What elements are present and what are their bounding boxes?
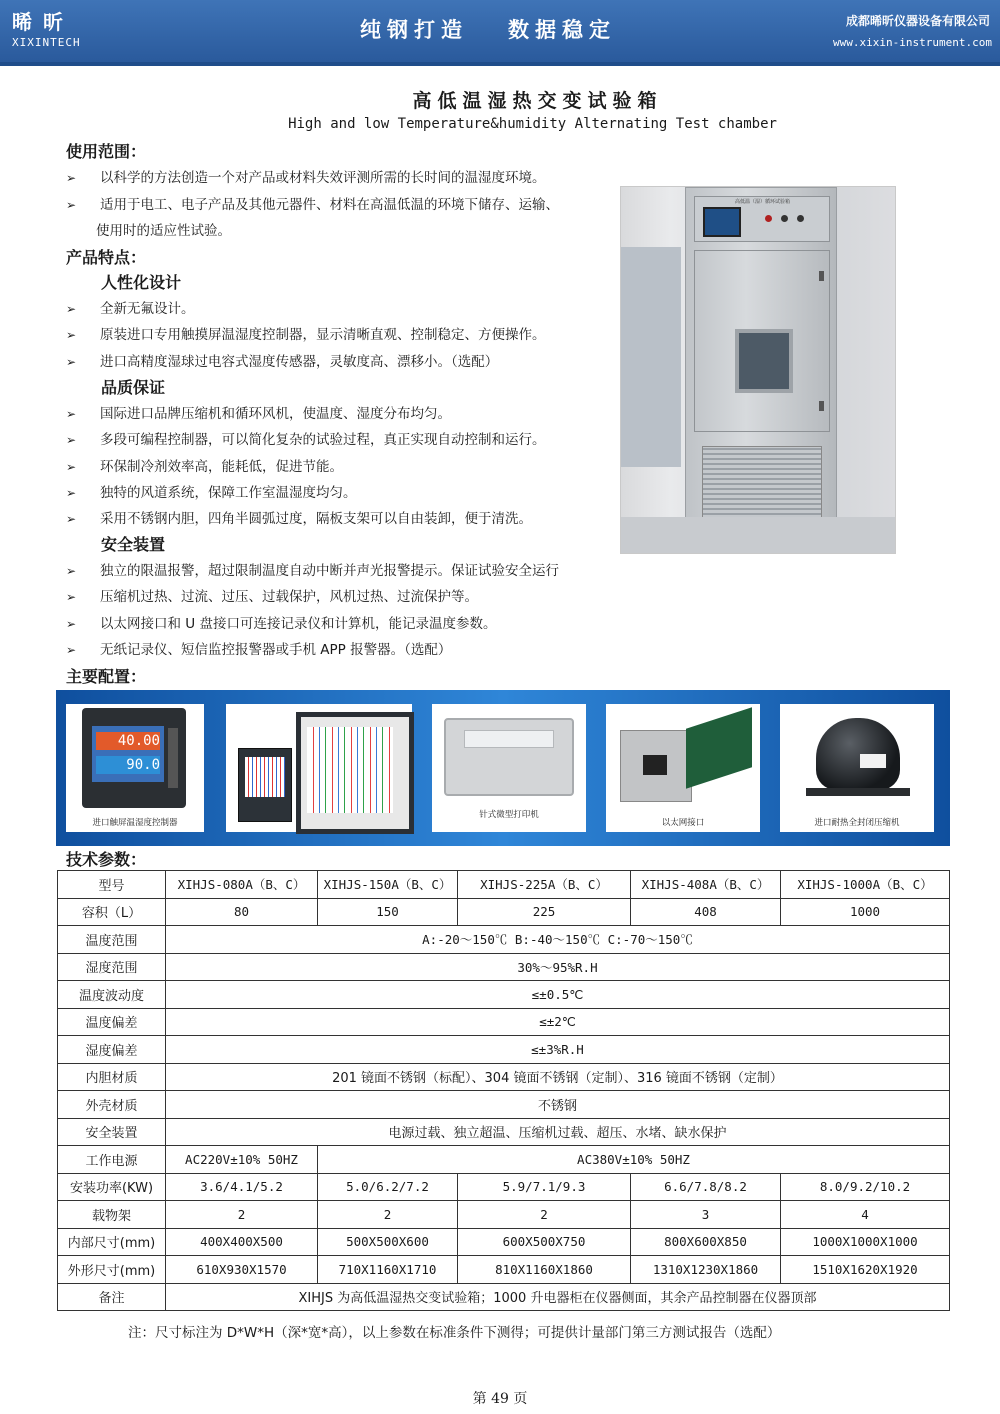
row-label: 容积（L） bbox=[58, 898, 166, 926]
controller-image bbox=[82, 708, 186, 808]
feature-item: ➢ 无纸记录仪、短信监控报警器或手机 APP 报警器。（选配） bbox=[66, 642, 452, 658]
indicator-light bbox=[765, 215, 772, 222]
controller-buttons bbox=[168, 728, 178, 788]
row-label: 型号 bbox=[58, 871, 166, 899]
humidity-display: 90.0 bbox=[96, 756, 160, 774]
compressor-image bbox=[816, 718, 900, 790]
arrow-bullet-icon: ➢ bbox=[66, 433, 77, 447]
touch-screen bbox=[703, 207, 741, 237]
table-cell: 不锈钢 bbox=[166, 1091, 950, 1119]
table-cell: 1310X1230X1860 bbox=[631, 1256, 781, 1284]
table-cell: AC220V±10% 50HZ bbox=[166, 1146, 318, 1174]
compressor-base bbox=[806, 788, 910, 796]
table-cell: 500X500X600 bbox=[318, 1228, 458, 1256]
network-card-board bbox=[686, 707, 752, 788]
table-cell: 3 bbox=[631, 1201, 781, 1229]
observation-window bbox=[735, 329, 793, 393]
table-cell: 408 bbox=[631, 898, 781, 926]
row-label: 湿度范围 bbox=[58, 953, 166, 981]
usage-item: ➢ 以科学的方法创造一个对产品或材料失效评测所需的长时间的温湿度环境。 bbox=[66, 170, 546, 186]
temperature-display: 40.00 bbox=[96, 732, 160, 750]
table-row bbox=[58, 926, 950, 954]
table-cell: 5.0/6.2/7.2 bbox=[318, 1173, 458, 1201]
table-row bbox=[58, 1201, 950, 1229]
feature-item: ➢ 独立的限温报警，超过限制温度自动中断并声光报警提示。保证试验安全运行 bbox=[66, 563, 559, 579]
table-cell: 1000X1000X1000 bbox=[781, 1228, 950, 1256]
table-cell: 1000 bbox=[781, 898, 950, 926]
features-sub-heading: 安全装置 bbox=[101, 535, 166, 554]
usage-item-continued: 使用时的适应性试验。 bbox=[96, 223, 231, 239]
panel-label: 高低温（湿）循环试验箱 bbox=[735, 199, 791, 205]
table-row bbox=[58, 1256, 950, 1284]
table-row bbox=[58, 1063, 950, 1091]
brand-name-cn: 晞 昕 bbox=[12, 10, 65, 34]
config-item-printer bbox=[432, 704, 586, 832]
feature-item: ➢ 多段可编程控制器，可以简化复杂的试验过程，真正实现自动控制和运行。 bbox=[66, 432, 546, 448]
table-cell: 710X1160X1710 bbox=[318, 1256, 458, 1284]
row-label: 外壳材质 bbox=[58, 1091, 166, 1119]
company-website: www.xixin-instrument.com bbox=[833, 36, 992, 49]
arrow-bullet-icon: ➢ bbox=[66, 355, 77, 369]
row-label: 湿度偏差 bbox=[58, 1036, 166, 1064]
printer-image bbox=[444, 718, 574, 796]
table-cell: XIHJS-150A（B、C） bbox=[318, 871, 458, 899]
table-row bbox=[58, 1173, 950, 1201]
usage-heading: 使用范围： bbox=[66, 142, 147, 161]
table-cell: 800X600X850 bbox=[631, 1228, 781, 1256]
tech-heading: 技术参数： bbox=[66, 850, 147, 869]
table-cell: 201 镜面不锈钢（标配）、304 镜面不锈钢（定制）、316 镜面不锈钢（定制） bbox=[166, 1063, 950, 1091]
table-row bbox=[58, 953, 950, 981]
arrow-bullet-icon: ➢ bbox=[66, 512, 77, 526]
row-label: 外形尺寸(mm) bbox=[58, 1256, 166, 1284]
ethernet-port-icon bbox=[643, 755, 667, 775]
table-cell: XIHJS-408A（B、C） bbox=[631, 871, 781, 899]
table-cell: 电源过载、独立超温、压缩机过载、超压、水堵、缺水保护 bbox=[166, 1118, 950, 1146]
compressor-label bbox=[860, 754, 886, 768]
row-label: 温度偏差 bbox=[58, 1008, 166, 1036]
table-cell: A:-20～150℃ B:-40～150℃ C:-70～150℃ bbox=[166, 926, 950, 954]
feature-item: ➢ 环保制冷剂效率高，能耗低，促进节能。 bbox=[66, 459, 343, 475]
arrow-bullet-icon: ➢ bbox=[66, 171, 77, 185]
table-cell: 2 bbox=[318, 1201, 458, 1229]
recorder-screen bbox=[245, 757, 285, 797]
config-item-ethernet bbox=[606, 704, 760, 832]
large-recorder-image bbox=[296, 712, 414, 834]
config-item-controller bbox=[66, 704, 204, 832]
table-cell: XIHJS-1000A（B、C） bbox=[781, 871, 950, 899]
table-row bbox=[58, 1091, 950, 1119]
table-row bbox=[58, 1008, 950, 1036]
table-cell: 2 bbox=[166, 1201, 318, 1229]
floor bbox=[621, 517, 895, 553]
table-cell: ≤±0.5℃ bbox=[166, 981, 950, 1009]
table-cell: ≤±2℃ bbox=[166, 1008, 950, 1036]
table-cell: 5.9/7.1/9.3 bbox=[458, 1173, 631, 1201]
table-cell: AC380V±10% 50HZ bbox=[318, 1146, 950, 1174]
features-heading: 产品特点： bbox=[66, 248, 147, 267]
config-caption: 进口触屏温湿度控制器 bbox=[92, 818, 178, 828]
table-cell: 30%～95%R.H bbox=[166, 953, 950, 981]
arrow-bullet-icon: ➢ bbox=[66, 198, 77, 212]
table-cell: 1510X1620X1920 bbox=[781, 1256, 950, 1284]
feature-item: ➢ 以太网接口和 U 盘接口可连接记录仪和计算机，能记录温度参数。 bbox=[66, 616, 497, 632]
table-cell: 80 bbox=[166, 898, 318, 926]
recorder-chart bbox=[307, 727, 393, 813]
table-cell: 3.6/4.1/5.2 bbox=[166, 1173, 318, 1201]
table-cell: XIHJS-080A（B、C） bbox=[166, 871, 318, 899]
company-name: 成都晞昕仪器设备有限公司 bbox=[845, 14, 990, 28]
row-label: 安全装置 bbox=[58, 1118, 166, 1146]
features-sub-heading: 品质保证 bbox=[101, 378, 166, 397]
brand-name-en: XIXINTECH bbox=[12, 36, 81, 49]
chamber-door bbox=[694, 250, 830, 432]
arrow-bullet-icon: ➢ bbox=[66, 617, 77, 631]
slogan-1: 纯钢打造 bbox=[360, 18, 468, 42]
arrow-bullet-icon: ➢ bbox=[66, 564, 77, 578]
arrow-bullet-icon: ➢ bbox=[66, 407, 77, 421]
background-cabinet bbox=[621, 247, 681, 467]
feature-item: ➢ 采用不锈钢内胆，四角半圆弧过度，隔板支架可以自由装卸，便于清洗。 bbox=[66, 511, 532, 527]
chamber-photo bbox=[620, 186, 896, 554]
feature-item: ➢ 全新无氟设计。 bbox=[66, 301, 195, 317]
control-panel bbox=[694, 196, 830, 242]
table-row bbox=[58, 1283, 950, 1311]
arrow-bullet-icon: ➢ bbox=[66, 590, 77, 604]
printer-slot bbox=[464, 730, 554, 748]
table-cell: 2 bbox=[458, 1201, 631, 1229]
chamber-body bbox=[685, 187, 837, 549]
usage-item: ➢ 适用于电工、电子产品及其他元器件、材料在高温低温的环境下储存、运输、 bbox=[66, 197, 559, 213]
table-cell: 4 bbox=[781, 1201, 950, 1229]
switch-knob bbox=[797, 215, 804, 222]
header-slogan bbox=[360, 14, 656, 44]
page-title: 高低温湿热交变试验箱 bbox=[412, 90, 663, 112]
table-cell: 6.6/7.8/8.2 bbox=[631, 1173, 781, 1201]
table-row bbox=[58, 1228, 950, 1256]
slogan-2: 数据稳定 bbox=[508, 18, 616, 42]
config-item-compressor bbox=[780, 704, 934, 832]
config-heading: 主要配置： bbox=[66, 667, 147, 686]
table-row bbox=[58, 1036, 950, 1064]
door-hinge bbox=[819, 271, 824, 281]
table-note: 注：尺寸标注为 D*W*H（深*宽*高），以上参数在标准条件下测得；可提供计量部门第三方测试报告（选配） bbox=[128, 1325, 781, 1341]
row-label: 安装功率(KW) bbox=[58, 1173, 166, 1201]
feature-item: ➢ 原装进口专用触摸屏温湿度控制器，显示清晰直观、控制稳定、方便操作。 bbox=[66, 327, 546, 343]
config-item-recorder bbox=[226, 704, 412, 832]
page-header bbox=[0, 0, 1000, 66]
row-label: 温度波动度 bbox=[58, 981, 166, 1009]
table-cell: XIHJS-225A（B、C） bbox=[458, 871, 631, 899]
row-label: 温度范围 bbox=[58, 926, 166, 954]
page-title-en: High and low Temperature&humidity Alternating Test chamber bbox=[288, 116, 777, 132]
spec-table bbox=[57, 870, 950, 1311]
arrow-bullet-icon: ➢ bbox=[66, 643, 77, 657]
features-sub-heading: 人性化设计 bbox=[101, 273, 182, 292]
ethernet-bracket bbox=[620, 730, 692, 802]
controller-screen bbox=[92, 726, 164, 782]
row-label: 载物架 bbox=[58, 1201, 166, 1229]
table-cell: 600X500X750 bbox=[458, 1228, 631, 1256]
table-cell: 400X400X500 bbox=[166, 1228, 318, 1256]
table-row bbox=[58, 981, 950, 1009]
config-caption: 进口耐热全封闭压缩机 bbox=[814, 818, 900, 828]
page-number: 第 49 页 bbox=[472, 1391, 528, 1407]
table-cell: 150 bbox=[318, 898, 458, 926]
table-row bbox=[58, 1118, 950, 1146]
row-label: 工作电源 bbox=[58, 1146, 166, 1174]
small-recorder-image bbox=[238, 748, 292, 822]
config-band bbox=[56, 690, 950, 846]
feature-item: ➢ 国际进口品牌压缩机和循环风机，使温度、湿度分布均匀。 bbox=[66, 406, 451, 422]
table-cell: XIHJS 为高低温湿热交变试验箱；1000 升电器柜在仪器侧面，其余产品控制器在仪器顶部 bbox=[166, 1283, 950, 1311]
config-caption: 以太网接口 bbox=[661, 818, 705, 828]
arrow-bullet-icon: ➢ bbox=[66, 302, 77, 316]
feature-item: ➢ 独特的风道系统，保障工作室温湿度均匀。 bbox=[66, 485, 357, 501]
feature-item: ➢ 进口高精度湿球过电容式湿度传感器，灵敏度高、漂移小。（选配） bbox=[66, 354, 499, 370]
config-caption: 针式微型打印机 bbox=[479, 810, 539, 820]
table-cell: 225 bbox=[458, 898, 631, 926]
table-cell: ≤±3%R.H bbox=[166, 1036, 950, 1064]
row-label: 内部尺寸(mm) bbox=[58, 1228, 166, 1256]
arrow-bullet-icon: ➢ bbox=[66, 460, 77, 474]
row-label: 内胆材质 bbox=[58, 1063, 166, 1091]
arrow-bullet-icon: ➢ bbox=[66, 328, 77, 342]
switch-knob bbox=[781, 215, 788, 222]
door-hinge bbox=[819, 401, 824, 411]
table-row bbox=[58, 898, 950, 926]
feature-item: ➢ 压缩机过热、过流、过压、过载保护，风机过热、过流保护等。 bbox=[66, 589, 478, 605]
table-row bbox=[58, 871, 950, 899]
table-cell: 810X1160X1860 bbox=[458, 1256, 631, 1284]
table-cell: 610X930X1570 bbox=[166, 1256, 318, 1284]
table-row bbox=[58, 1146, 950, 1174]
table-cell: 8.0/9.2/10.2 bbox=[781, 1173, 950, 1201]
arrow-bullet-icon: ➢ bbox=[66, 486, 77, 500]
row-label: 备注 bbox=[58, 1283, 166, 1311]
